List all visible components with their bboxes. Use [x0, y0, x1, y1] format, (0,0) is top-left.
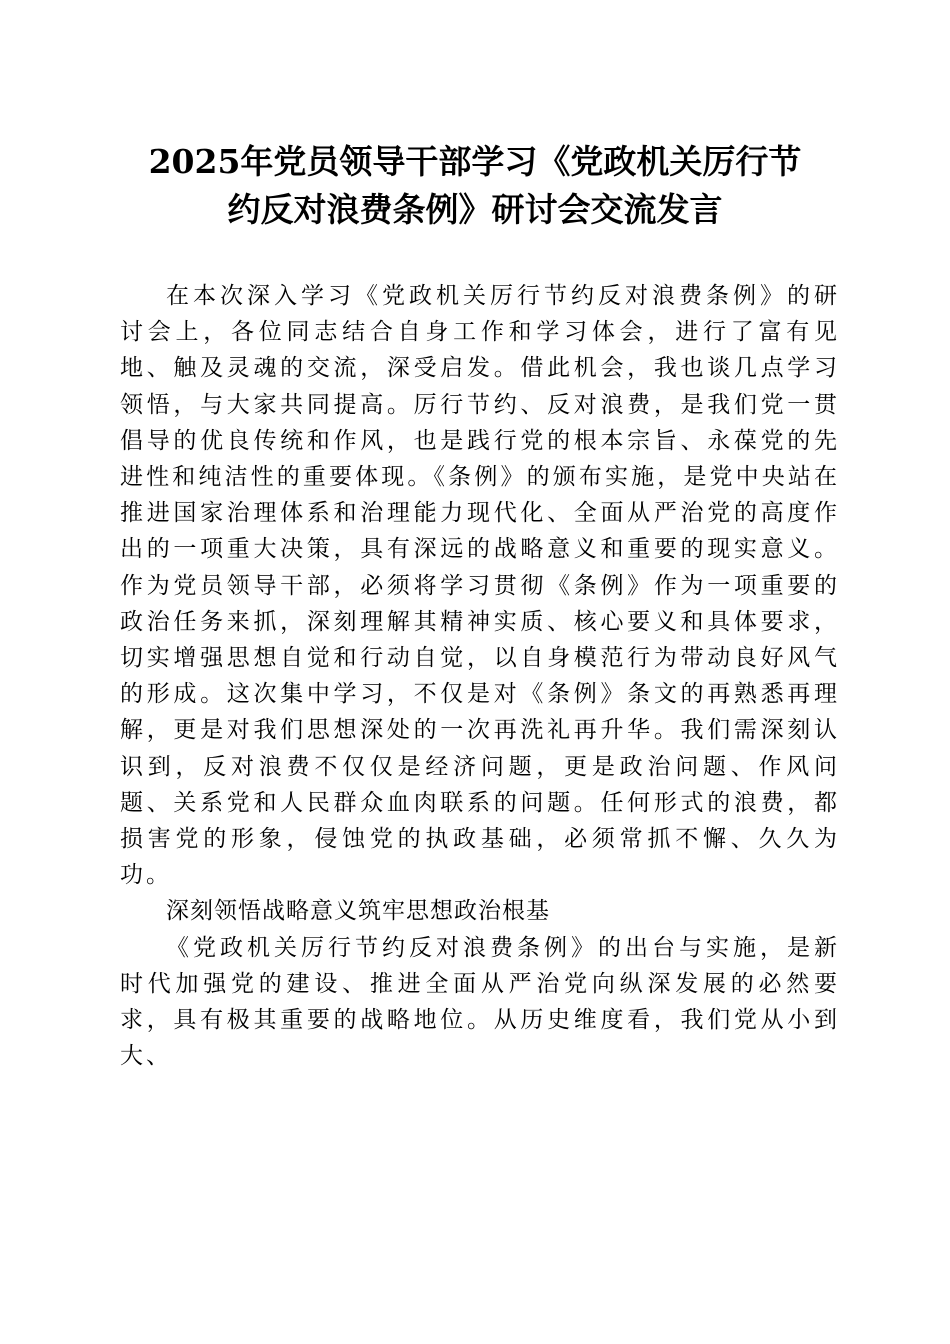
document-title-line-1: 2025年党员领导干部学习《党政机关厉行节	[148, 142, 802, 181]
section-heading: 深刻领悟战略意义筑牢思想政治根基	[166, 898, 550, 925]
document-title-line-2: 约反对浪费条例》研讨会交流发言	[227, 190, 723, 229]
intro-paragraph: 在本次深入学习《党政机关厉行节约反对浪费条例》的研讨会上，各位同志结合自身工作和学习体会，进行了富有见地、触及灵魂的交流，深受启发。借此机会，我也谈几点学习领悟，与大家共同提高。厉行节约、反对浪费，是我们党一贯倡导的优良传统和作风，也是践行党的根本宗旨、永葆党的先进性和纯洁性的重要体现。《条例》的颁布实施，是党中央站在推进国家治理体系和治理能力现代化、全面从严治党的高度作出的一项重大决策，具有深远的战略意义和重要的现实意义。作为党员领导干部，必须将学习贯彻《条例》作为一项重要的政治任务来抓，深刻理解其精神实质、核心要义和具体要求，切实增强思想自觉和行动自觉，以自身模范行为带动良好风气的形成。这次集中学习，不仅是对《条例》条文的再熟悉再理解，更是对我们思想深处的一次再洗礼再升华。我们需深刻认识到，反对浪费不仅仅是经济问题，更是政治问题、作风问题、关系党和人民群众血肉联系的问题。任何形式的浪费，都损害党的形象，侵蚀党的执政基础，必须常抓不懈、久久为功。	[120, 283, 840, 889]
document-body	[120, 278, 840, 1074]
section-paragraph: 《党政机关厉行节约反对浪费条例》的出台与实施，是新时代加强党的建设、推进全面从严治党向纵深发展的必然要求，具有极其重要的战略地位。从历史维度看，我们党从小到大、	[120, 934, 840, 1070]
